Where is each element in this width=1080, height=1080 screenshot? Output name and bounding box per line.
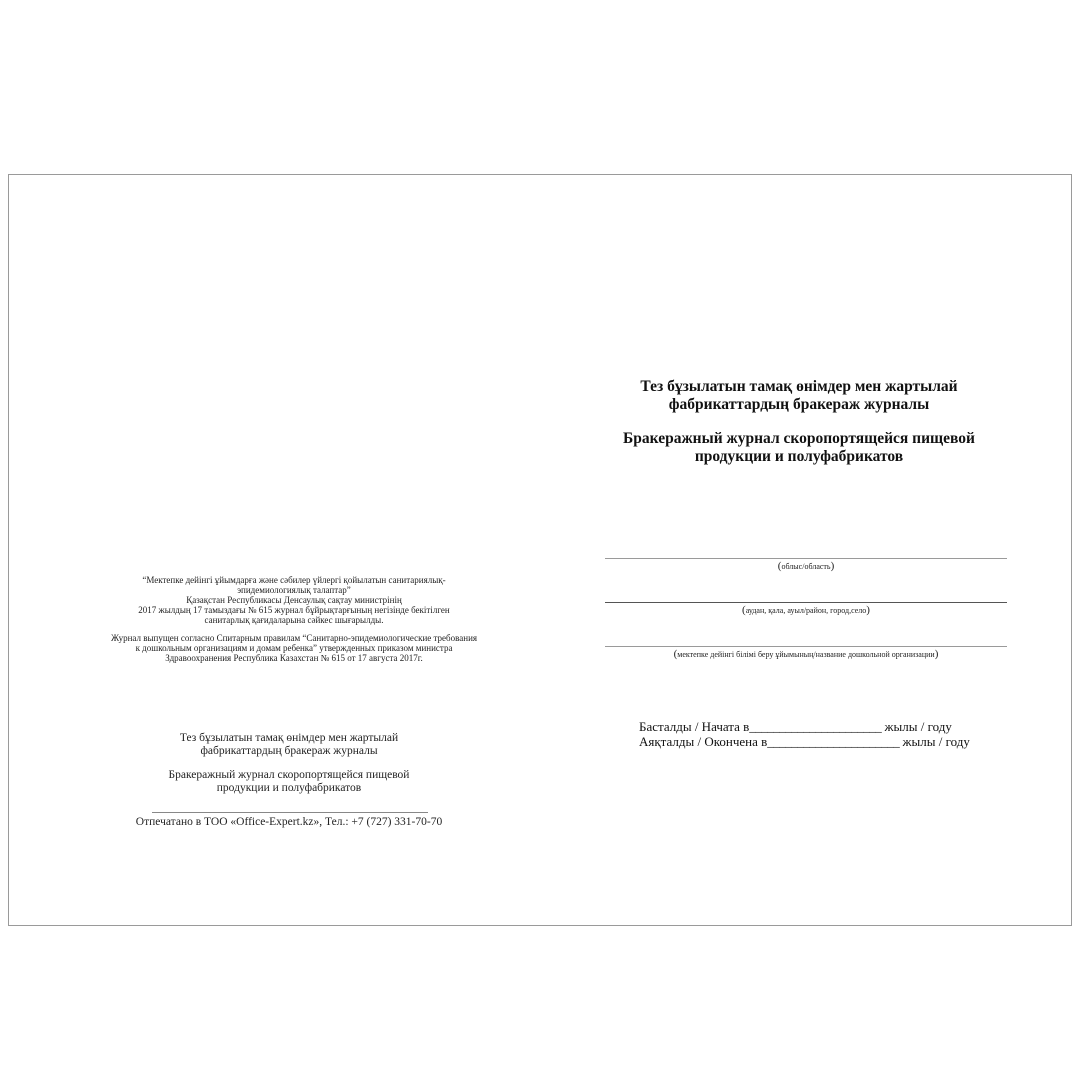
region-caption: (облыс/область) [777,560,835,572]
district-caption: (аудан, қала, ауыл/район, город,село) [742,604,870,616]
printer-credit: Отпечатано в ТОО «Office-Expert.kz», Тел.: +7 (727) 331-70-70 [135,816,443,828]
organization-fill-line[interactable] [605,646,1007,647]
title-ru-line: продукции и полуфабрикатов [694,448,904,465]
legal-kk-line: Қазақстан Республикасы Денсаулық сақтау министрінің [186,595,402,605]
district-caption-text: аудан, қала, ауыл/район, город,село [745,606,867,615]
start-date-blank[interactable]: ______________________ [749,719,882,734]
start-suffix: жылы / году [881,719,952,734]
title-kk-line: Тез бұзылатын тамақ өнімдер мен жартылай [640,378,958,395]
title-kk-line: фабрикаттардың бракераж журналы [668,396,930,413]
district-fill-line[interactable] [605,602,1007,603]
start-date-row [639,719,970,734]
back-title-ru-line: продукции и полуфабрикатов [216,782,362,794]
region-caption-text: облыс/область [781,562,831,571]
start-label: Басталды / Начата в [639,719,750,734]
legal-ru-line: к дошкольным организациям и домам ребенка” утвержденных приказом министра [135,643,453,653]
journal-dates [639,719,970,749]
title-ru-line: Бракеражный журнал скоропортящейся пищевой [623,430,975,447]
journal-title [569,378,1029,466]
end-date-blank[interactable]: ______________________ [767,734,900,749]
legal-kk-line: санитарлық қағидаларына сәйкес шығарылды. [204,615,384,625]
legal-kk-line: эпидемиологиялық талаптар” [237,585,351,595]
back-title-kk-line: фабрикаттардың бракераж журналы [200,745,378,757]
legal-kk-line: 2017 жылдың 17 тамыздағы № 615 журнал бұйрықтарғының негізінде бекітілген [138,605,450,615]
legal-ru-line: Здравоохранения Республика Казахстан № 615 от 17 августа 2017г. [165,653,423,663]
organization-caption: (мектепке дейінгі білімі беру ұйымының/название дошкольной организации) [673,648,939,660]
end-date-row [639,734,970,749]
back-title-kk-line: Тез бұзылатын тамақ өнімдер мен жартылай [179,732,399,744]
back-page-title [119,732,459,795]
legal-notice [109,575,479,663]
organization-caption-text: мектепке дейінгі білімі беру ұйымының/название дошкольной организации [677,650,935,659]
legal-ru-line: Журнал выпущен согласно Спитарным правилам “Санитарно-эпидемиологические требования [110,633,478,643]
end-label: Аяқталды / Окончена в [639,734,768,749]
printer-divider [152,812,428,813]
legal-kk-line: “Мектепке дейінгі ұйымдарға және сәбилер үйлергі қойылатын санитариялық- [142,575,446,585]
journal-cover-spread [8,174,1072,926]
end-suffix: жылы / году [899,734,970,749]
back-title-ru-line: Бракеражный журнал скоропортящейся пищевой [168,769,410,781]
region-fill-line[interactable] [605,558,1007,559]
